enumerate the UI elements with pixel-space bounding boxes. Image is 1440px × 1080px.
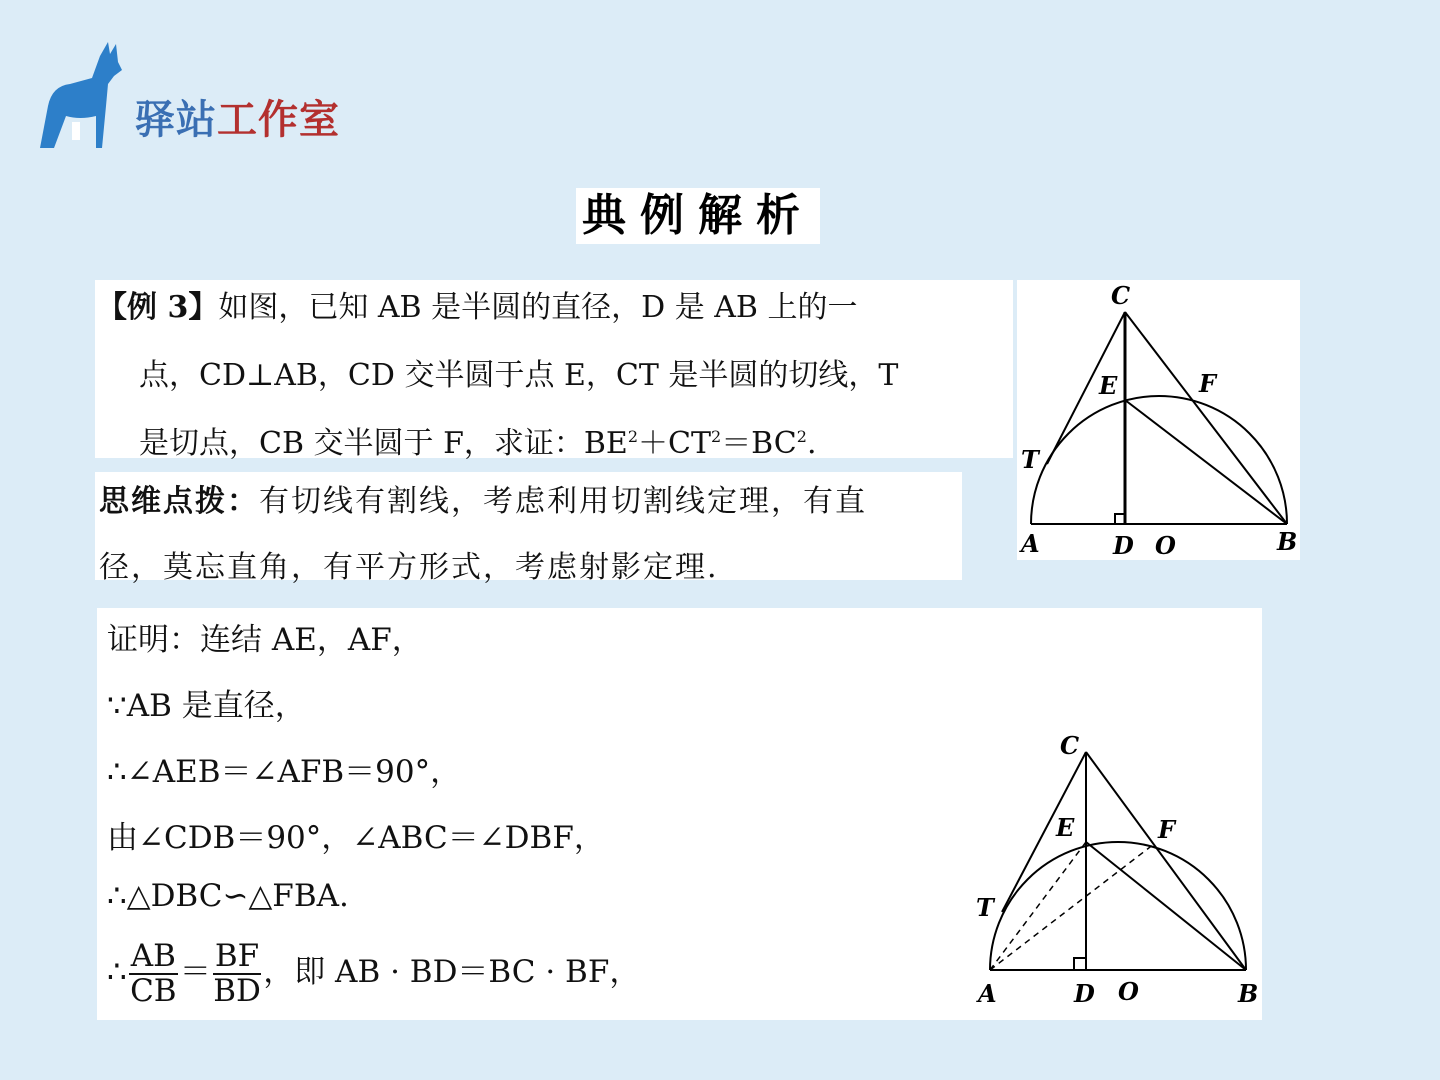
proof-line-2: ∵AB 是直径， bbox=[107, 688, 306, 724]
proof-line-5: ∴△DBC∽△FBA. bbox=[107, 878, 349, 914]
label-C: C bbox=[1060, 731, 1080, 760]
label-B: B bbox=[1238, 979, 1258, 1008]
label-E: E bbox=[1099, 371, 1118, 400]
label-B: B bbox=[1277, 527, 1298, 556]
label-D: D bbox=[1074, 979, 1095, 1008]
hint-box bbox=[95, 472, 962, 585]
example-question bbox=[95, 280, 1013, 461]
page-title: 典例解析 bbox=[576, 188, 820, 244]
question-line-3: 是切点，CB 交半圆于 F，求证：$BE^2+CT^2=BC^2$. bbox=[139, 426, 817, 461]
example-label: 【例 3】 bbox=[97, 290, 219, 325]
label-T: T bbox=[1021, 445, 1039, 474]
label-A: A bbox=[1021, 529, 1040, 558]
proof-line-1: 证明：连结 AE，AF， bbox=[107, 622, 423, 658]
label-F: F bbox=[1158, 815, 1176, 844]
hint-line-2: 径，莫忘直角，有平方形式，考虑射影定理. bbox=[99, 550, 719, 585]
label-A: A bbox=[978, 979, 997, 1008]
fraction-ab-cb: $\frac{AB}{CB}$ bbox=[130, 938, 177, 1009]
geometry-figure-1 bbox=[1017, 280, 1300, 560]
label-O: O bbox=[1118, 977, 1139, 1006]
label-T: T bbox=[976, 893, 994, 922]
logo-text: 驿站工作室 bbox=[135, 97, 340, 143]
question-line-1: 【例 3】如图，已知 AB 是半圆的直径，D 是 AB 上的一 bbox=[97, 290, 858, 325]
label-F: F bbox=[1199, 369, 1217, 398]
proof-line-6: ∴ $\frac{AB}{CB}$ ＝ $\frac{BF}{BD}$ ，即 AB · BD＝BC · BF， bbox=[107, 938, 641, 1009]
proof-line-4: 由∠CDB＝90°，∠ABC＝∠DBF， bbox=[107, 820, 605, 856]
label-O: O bbox=[1155, 531, 1176, 560]
label-D: D bbox=[1113, 531, 1134, 560]
proof-line-3: ∴∠AEB＝∠AFB＝90°， bbox=[107, 754, 462, 790]
label-C: C bbox=[1111, 281, 1131, 310]
question-line-2: 点，CD⊥AB，CD 交半圆于点 E，CT 是半圆的切线，T bbox=[139, 358, 899, 393]
hint-line-1: 思维点拨：有切线有割线，考虑利用切割线定理，有直 bbox=[99, 484, 867, 519]
hint-label: 思维点拨： bbox=[99, 484, 259, 519]
geometry-figure-2 bbox=[968, 730, 1258, 1015]
fraction-bf-bd: $\frac{BF}{BD}$ bbox=[213, 938, 261, 1009]
label-E: E bbox=[1056, 813, 1075, 842]
